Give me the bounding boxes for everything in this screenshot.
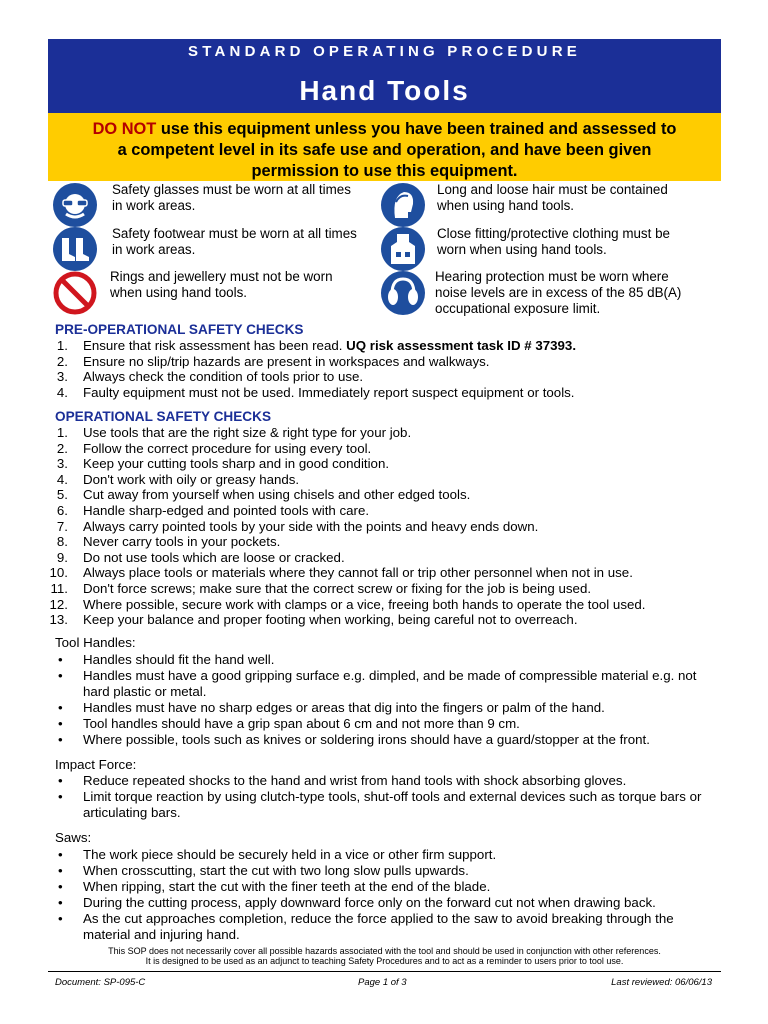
list-item: 5. Cut away from yourself when using chisels and other edged tools. — [56, 487, 471, 503]
list-item: • Tool handles should have a grip span about 6 cm and not more than 9 cm. — [58, 716, 520, 731]
list-item: 4. Faulty equipment must not be used. Immediately report suspect equipment or tools. — [56, 384, 575, 400]
ppe-footwear-line-2: in work areas. — [112, 242, 196, 257]
disclaimer-footnote — [48, 946, 721, 966]
footnote-line-2: It is designed to be used as an adjunct to teaching Safety Procedures and to act as a reminder to users prior to tool use. — [145, 956, 624, 966]
protective-clothing-icon — [380, 226, 426, 272]
hair-contained-icon — [380, 182, 426, 228]
warning-line-2: a competent level in its safe use and operation, and have been given — [117, 141, 652, 159]
hearing-protection-icon — [380, 270, 426, 316]
operational-heading: OPERATIONAL SAFETY CHECKS — [55, 409, 272, 424]
do-not-label: DO NOT — [92, 120, 157, 138]
list-item: 1. Use tools that are the right size & right type for your job. — [56, 425, 412, 440]
list-item: 2. Ensure no slip/trip hazards are present in workspaces and walkways. — [56, 353, 490, 369]
impact-force-list — [0, 773, 768, 821]
list-item: 10. Always place tools or materials where they cannot fall or trip other personnel when not in use. — [49, 565, 633, 581]
safety-boots-icon — [52, 226, 98, 272]
list-item: • The work piece should be securely held in a vice or other firm support. — [58, 847, 497, 862]
warning-line-1: use this equipment unless you have been trained and assessed to — [156, 120, 677, 138]
list-item: 11. Don't force screws; make sure that the correct screw or fixing for the job is being used. — [50, 580, 592, 596]
safety-glasses-icon — [52, 182, 98, 228]
footnote-line-1: This SOP does not necessarily cover all possible hazards associated with the tool and should be used in conjunction with other references. — [108, 946, 661, 956]
ppe-glasses-text — [112, 182, 351, 214]
ppe-clothing-line-1: Close fitting/protective clothing must be — [437, 226, 670, 241]
last-reviewed: Last reviewed: 06/06/13 — [611, 977, 712, 988]
tool-handles-heading: Tool Handles: — [55, 635, 136, 650]
list-item: 1. Ensure that risk assessment has been read. UQ risk assessment task ID # 37393. — [56, 338, 577, 353]
list-item: • Handles must have no sharp edges or areas that dig into the fingers or palm of the hand. — [58, 700, 605, 715]
list-item: 7. Always carry pointed tools by your side with the points and heavy ends down. — [56, 518, 539, 534]
ppe-hair-line-1: Long and loose hair must be contained — [437, 182, 668, 197]
no-jewellery-icon — [52, 270, 98, 316]
list-item: • When ripping, start the cut with the finer teeth at the end of the blade. — [58, 879, 491, 894]
ppe-clothing-text — [437, 226, 670, 258]
list-item: • Handles should fit the hand well. — [58, 652, 275, 667]
ppe-footwear-line-1: Safety footwear must be worn at all times — [112, 226, 357, 241]
list-item: 12. Where possible, secure work with clamps or a vice, freeing both hands to operate the tool used. — [49, 596, 646, 612]
ppe-hair-line-2: when using hand tools. — [437, 198, 574, 213]
list-item: 3. Keep your cutting tools sharp and in good condition. — [56, 456, 390, 472]
list-item: 2. Follow the correct procedure for using every tool. — [56, 440, 372, 456]
list-item: 3. Always check the condition of tools prior to use. — [56, 369, 364, 385]
list-item: • Where possible, tools such as knives or soldering irons should have a guard/stopper at the front. — [58, 732, 650, 747]
list-item: • During the cutting process, apply downward force only on the forward cut not when drawing back. — [58, 895, 656, 910]
list-item: 6. Handle sharp-edged and pointed tools with care. — [56, 502, 370, 518]
ppe-hearing-line-3: occupational exposure limit. — [435, 301, 601, 316]
list-item: 4. Don't work with oily or greasy hands. — [56, 471, 300, 487]
document-type: STANDARD OPERATING PROCEDURE — [188, 43, 581, 60]
page-title: Hand Tools — [299, 75, 470, 106]
document-number: Document: SP-095-C — [55, 977, 146, 988]
ppe-footwear-text — [112, 226, 357, 258]
ppe-rings-line-2: when using hand tools. — [110, 285, 247, 300]
list-item: • Handles must have a good gripping surface e.g. dimpled, and be made of compressible material e.g. not hard plastic or metal. — [58, 668, 697, 699]
pre-op-list — [0, 338, 768, 400]
risk-assessment-id: UQ risk assessment task ID # 37393. — [346, 338, 577, 353]
ppe-hearing-text — [435, 269, 681, 317]
list-item: 13. Keep your balance and proper footing when working, being careful not to overreach. — [49, 612, 578, 628]
warning-line-3: permission to use this equipment. — [251, 162, 518, 180]
ppe-clothing-line-2: worn when using hand tools. — [437, 242, 607, 257]
ppe-glasses-line-1: Safety glasses must be worn at all times — [112, 182, 351, 197]
list-item: 8. Never carry tools in your pockets. — [56, 534, 281, 550]
list-item: • As the cut approaches completion, reduce the force applied to the saw to avoid breaking through the material and injuring hand. — [58, 911, 674, 942]
ppe-rings-line-1: Rings and jewellery must not be worn — [110, 269, 333, 284]
impact-force-heading: Impact Force: — [55, 757, 137, 772]
pre-op-heading: PRE-OPERATIONAL SAFETY CHECKS — [55, 322, 304, 337]
ppe-rings-text — [110, 269, 333, 301]
header-banner — [48, 39, 721, 113]
list-item: • When crosscutting, start the cut with two long slow pulls upwards. — [58, 863, 469, 878]
pre-op-item-1-text: Ensure that risk assessment has been read. — [83, 338, 347, 353]
list-item: • Limit torque reaction by using clutch-type tools, shut-off tools and external devices such as torque bars or articulating bars. — [58, 789, 702, 820]
operational-list — [0, 425, 768, 628]
saws-heading: Saws: — [55, 830, 92, 845]
saws-list — [0, 847, 768, 943]
page-number: Page 1 of 3 — [358, 977, 407, 988]
warning-banner — [48, 113, 721, 181]
ppe-hearing-line-1: Hearing protection must be worn where — [435, 269, 669, 284]
ppe-glasses-line-2: in work areas. — [112, 198, 196, 213]
tool-handles-list — [0, 652, 768, 748]
footer-divider — [48, 971, 721, 972]
ppe-hearing-line-2: noise levels are in excess of the 85 dB(A) — [435, 285, 682, 300]
list-item: • Reduce repeated shocks to the hand and wrist from hand tools with shock absorbing gloves. — [58, 773, 627, 788]
ppe-hair-text — [437, 182, 668, 214]
list-item: 9. Do not use tools which are loose or cracked. — [56, 549, 345, 565]
